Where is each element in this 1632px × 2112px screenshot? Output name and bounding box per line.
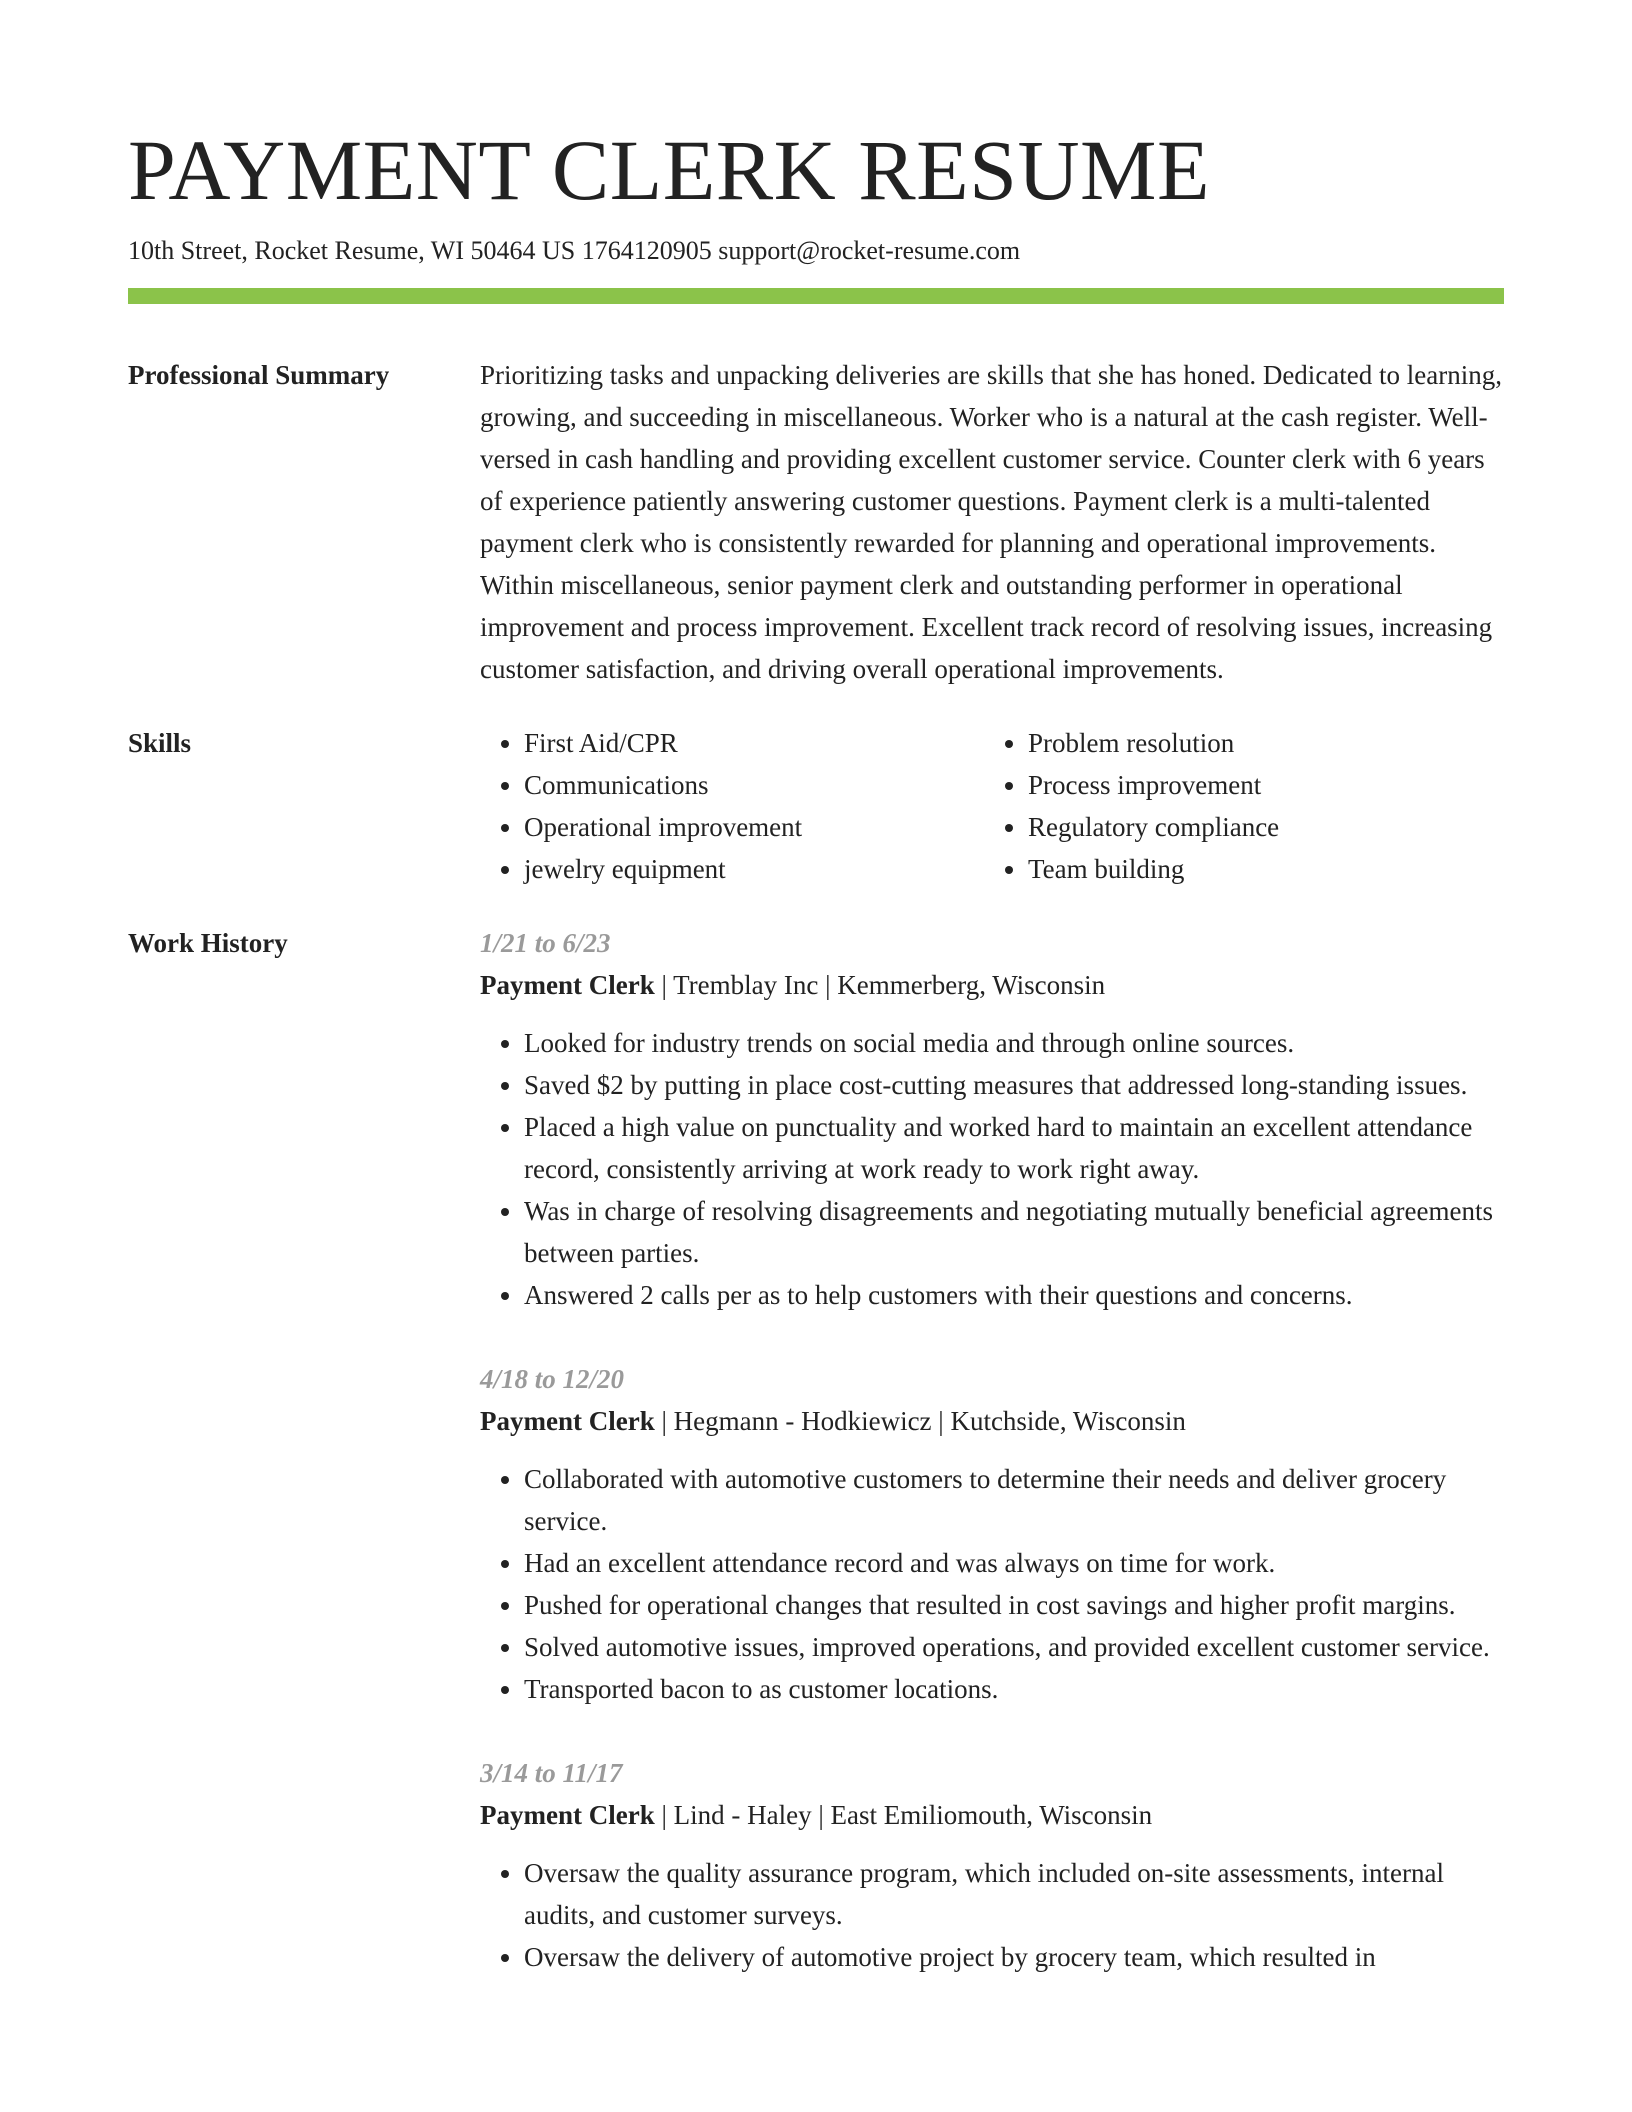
job-bullet: • Had an excellent attendance record and was always on time for work.: [524, 1542, 1504, 1584]
skills-grid: [480, 722, 1504, 890]
section-label-skills: Skills: [128, 728, 192, 758]
job-dates: 3/14 to 11/17: [480, 1758, 623, 1788]
job-bullet: • Collaborated with automotive customers to determine their needs and deliver grocery service.: [524, 1458, 1504, 1542]
job-bullet: • Answered 2 calls per as to help customers with their questions and concerns.: [524, 1274, 1504, 1316]
job-employer-location: | Lind - Haley | East Emiliomouth, Wisconsin: [654, 1800, 1153, 1830]
job-dates: 1/21 to 6/23: [480, 928, 611, 958]
skill-item: • Operational improvement: [524, 806, 984, 848]
job-entry: [480, 1358, 1504, 1710]
resume-title: PAYMENT CLERK RESUME: [128, 122, 1211, 218]
job-bullet: • Pushed for operational changes that resulted in cost savings and higher profit margins.: [524, 1584, 1504, 1626]
job-heading: [480, 1794, 1504, 1836]
summary-text: Prioritizing tasks and unpacking deliveries are skills that she has honed. Dedicated to learning, growing, and succeeding in miscellaneous. Worker who is a natural at the cash register. Well-versed in cash handling and providing excellent customer service. Counter clerk with 6 years of experience patiently answering customer questions. Payment clerk is a multi-talented payment clerk who is consistently rewarded for planning and operational improvements. Within miscellaneous, senior payment clerk and outstanding performer in operational improvement and process improvement. Excellent track record of resolving issues, increasing customer satisfaction, and driving overall operational improvements.: [480, 360, 1502, 684]
resume-page: [128, 0, 1504, 2020]
job-heading: [480, 1400, 1504, 1442]
job-bullet: • Was in charge of resolving disagreements and negotiating mutually beneficial agreements between parties.: [524, 1190, 1504, 1274]
job-title: Payment Clerk: [480, 970, 655, 1000]
skill-item: • First Aid/CPR: [524, 722, 984, 764]
work-history-section: [128, 922, 1504, 2020]
accent-divider: [128, 288, 1504, 304]
job-title: Payment Clerk: [480, 1800, 655, 1830]
job-bullet: • Looked for industry trends on social media and through online sources.: [524, 1022, 1504, 1064]
job-bullet: • Oversaw the quality assurance program, which included on-site assessments, internal audits, and customer surveys.: [524, 1852, 1504, 1936]
job-bullet: • Solved automotive issues, improved operations, and provided excellent customer service.: [524, 1626, 1504, 1668]
skill-item: • jewelry equipment: [524, 848, 984, 890]
email: support@rocket-resume.com: [718, 236, 1021, 265]
skill-item: • Problem resolution: [1028, 722, 1488, 764]
skills-section: [128, 722, 1504, 890]
skill-item: • Process improvement: [1028, 764, 1488, 806]
job-bullets: [480, 1022, 1504, 1316]
job-heading: [480, 964, 1504, 1006]
job-bullet: • Placed a high value on punctuality and worked hard to maintain an excellent attendance record, consistently arriving at work ready to work right away.: [524, 1106, 1504, 1190]
job-bullet: • Oversaw the delivery of automotive project by grocery team, which resulted in: [524, 1936, 1504, 1978]
skill-item: • Communications: [524, 764, 984, 806]
contact-line: [128, 234, 1504, 268]
phone: 1764120905: [581, 236, 712, 265]
job-bullets: [480, 1458, 1504, 1710]
job-employer-location: | Tremblay Inc | Kemmerberg, Wisconsin: [654, 970, 1106, 1000]
job-bullet: • Saved $2 by putting in place cost-cutting measures that addressed long-standing issues.: [524, 1064, 1504, 1106]
section-label-summary: Professional Summary: [128, 360, 390, 390]
job-entry: [480, 922, 1504, 1316]
summary-section: [128, 354, 1504, 690]
job-title: Payment Clerk: [480, 1406, 655, 1436]
job-bullet: • Transported bacon to as customer locations.: [524, 1668, 1504, 1710]
job-entry: [480, 1752, 1504, 1978]
section-label-work-history: Work History: [128, 928, 288, 958]
skills-column-left: [480, 722, 984, 890]
skill-item: • Regulatory compliance: [1028, 806, 1488, 848]
address: 10th Street, Rocket Resume, WI 50464 US: [128, 236, 576, 265]
skill-item: • Team building: [1028, 848, 1488, 890]
skills-column-right: [984, 722, 1488, 890]
job-employer-location: | Hegmann - Hodkiewicz | Kutchside, Wisconsin: [654, 1406, 1186, 1436]
job-bullets: [480, 1852, 1504, 1978]
job-dates: 4/18 to 12/20: [480, 1364, 625, 1394]
